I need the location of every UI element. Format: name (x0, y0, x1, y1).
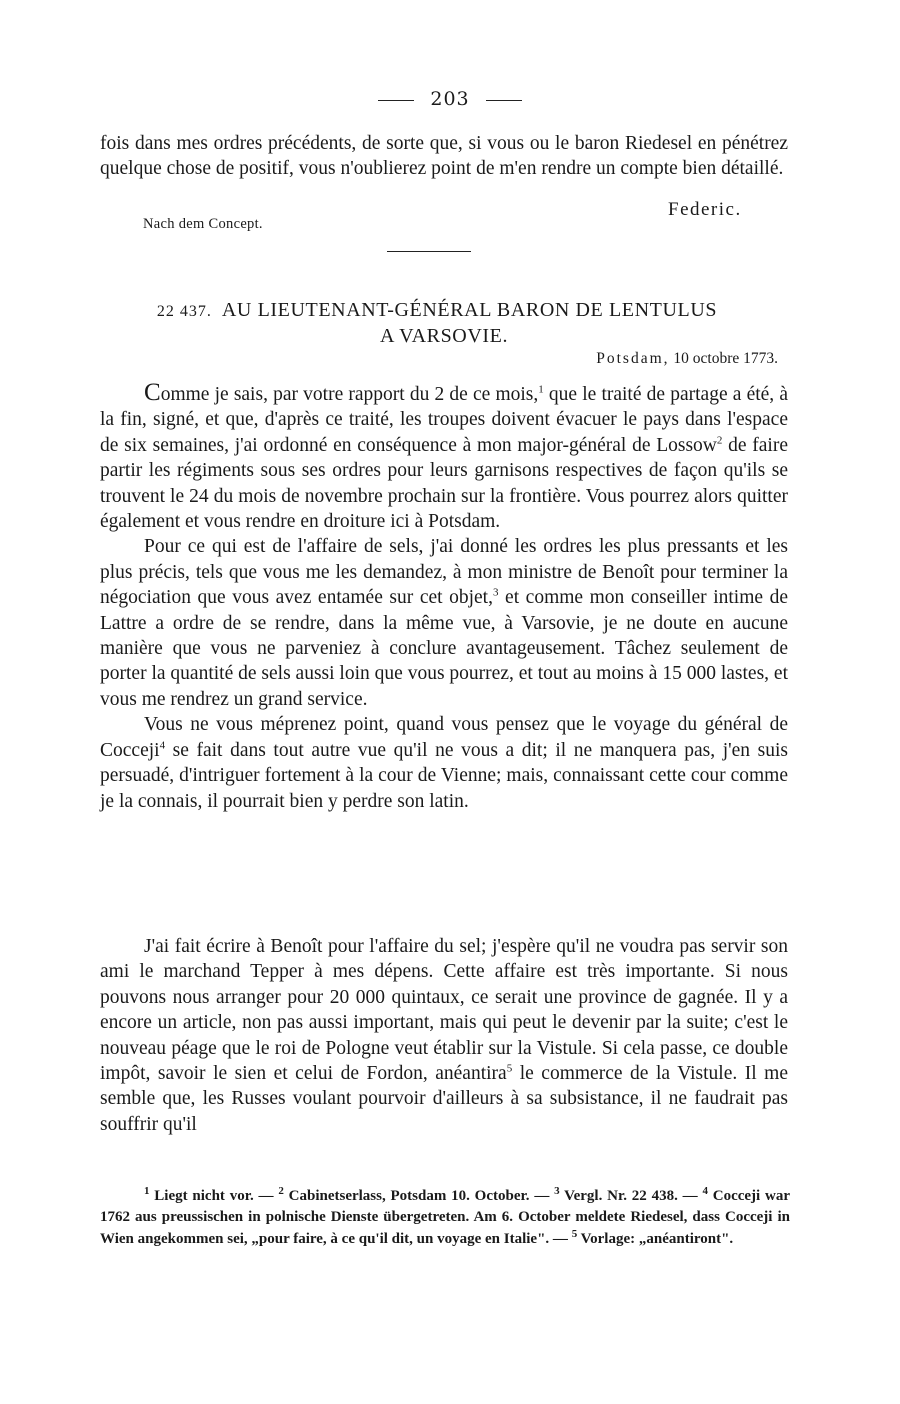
footnote-marker-1: 1 (144, 1185, 150, 1197)
paragraph-3-text-b: se fait dans tout autre vue qu'il ne vous a dit; il ne manquera pas, j'en suis persuadé, d'intriguer fortement à la cour de Vienne; mais, connaissant cette cour comme je la connais, il pourrait bien y perdre son latin. (100, 739, 788, 812)
letter-number: 22 437. (156, 303, 212, 320)
source-note: Nach dem Concept. (143, 216, 263, 232)
footnote-3: Vergl. Nr. 22 438. — (559, 1188, 703, 1204)
letter-body (100, 380, 788, 814)
footnote-ref-4: 4 (159, 739, 166, 752)
footnote-ref-3: 3 (492, 586, 499, 599)
recipient: AU LIEUTENANT-GÉNÉRAL BARON DE LENTULUS (221, 299, 718, 321)
footnote-5: Vorlage: „anéantiront". (577, 1230, 734, 1247)
postscript (100, 934, 788, 1137)
footnote-marker-3: 3 (554, 1185, 560, 1197)
dateline-place: Potsdam, (596, 350, 670, 367)
recipient-location: A VARSOVIE. (379, 325, 509, 347)
footnote-ref-1: 1 (538, 383, 544, 396)
paragraph-2 (100, 534, 788, 712)
footnote-block (100, 1186, 790, 1250)
postscript-paragraph (100, 934, 788, 1137)
initial-letter: C (144, 379, 161, 406)
paragraph-1-text-a: omme je sais, par votre rapport du 2 de ce mois, (160, 384, 539, 405)
postscript-text-b: le commerce de la Vistule. Il me semble que, les Russes voulant pourvoir d'ailleurs à sa subsistance, il ne faudrait pas souffrir qu'il (100, 1063, 788, 1135)
header-dash-right (486, 100, 522, 101)
paragraph-2-text-b: et comme mon conseiller intime de Lattre a ordre de se rendre, dans la même vue, à Varsovie, je ne doute en aucune manière que vous ne parveniez à conclure avantageusement. Tâchez seulement de porter la quantité de sels aussi loin que vous pourrez, et tout au moins à 15 000 lastes, et vous me rendrez un grand service. (100, 587, 789, 710)
previous-letter-text: fois dans mes ordres précédents, de sorte que, si vous ou le baron Riedesel en pénétrez quelque chose de positif, vous n'oublierez point de m'en rendre un compte bien détaillé. (100, 133, 788, 180)
previous-letter-ending (100, 131, 788, 182)
dateline-date: 10 octobre 1773. (673, 350, 778, 367)
paragraph-1-text-c: de faire partir les régiments sous ses ordres pour leurs garnisons respectives de façon qu'ils se trouvent le 24 du mois de novembre prochain sur la frontière. Vous pourrez alors quitter également et vous rendre en droiture ici à Potsdam. (100, 434, 788, 533)
footnote-marker-5: 5 (571, 1227, 578, 1240)
section-divider (387, 251, 471, 252)
footnote-ref-2: 2 (716, 434, 723, 447)
header-dash-left (378, 100, 414, 101)
paragraph-2-text-a: Pour ce qui est de l'affaire de sels, j'ai donné les ordres les plus pressants et les plus précis, tels que vous me les demandez, à mon ministre de Benoît pour terminer la négociation que vous avez entamée sur cet objet, (100, 536, 788, 609)
page-number: 203 (430, 88, 470, 110)
signature: Federic. (668, 199, 742, 220)
paragraph-1 (100, 380, 788, 534)
paragraph-3 (100, 712, 788, 814)
footnote-marker-4: 4 (702, 1185, 708, 1197)
letter-heading (100, 298, 788, 349)
paragraph-1-text-b: que le traité de partage a été, à la fin, signé, et que, d'après ce traité, les troupes doivent évacuer le pays dans l'espace de six semaines, j'ai ordonné en conséquence à mon major-général de Lossow (100, 384, 788, 456)
footnote-marker-2: 2 (278, 1185, 284, 1197)
paragraph-3-text-a: Vous ne vous méprenez point, quand vous pensez que le voyage du général de Cocceji (100, 714, 788, 761)
footnote-ref-5: 5 (506, 1062, 513, 1075)
footnote-2: Cabinetserlass, Potsdam 10. October. — (283, 1188, 555, 1204)
postscript-text-a: J'ai fait écrire à Benoît pour l'affaire du sel; j'espère qu'il ne voudra pas servir son ami le marchand Tepper à mes dépens. Cette affaire est très importante. Si nous pouvons nous arranger pour 20 000 quintaux, ce serait une province de gagnée. Il y a encore un article, non pas aussi important, mais qui peut le devenir par la suite; c'est le nouveau péage que le roi de Pologne veut établir sur la Vistule. Si cela passe, ce double impôt, savoir le sien et celui de Fordon, anéantira (100, 936, 788, 1085)
footnotes (100, 1186, 790, 1250)
footnote-4: Cocceji war 1762 aus preussischen in polnische Dienste übergetreten. Am 6. October meldete Riedesel, dass Cocceji in Wien angekommen sei, „pour faire, à ce qu'il dit, un voyage en Italie". — (100, 1188, 791, 1247)
dateline (596, 350, 778, 368)
footnote-1: Liegt nicht vor. — (149, 1188, 279, 1204)
heading-line-1 (100, 298, 788, 324)
page-header (0, 88, 900, 110)
